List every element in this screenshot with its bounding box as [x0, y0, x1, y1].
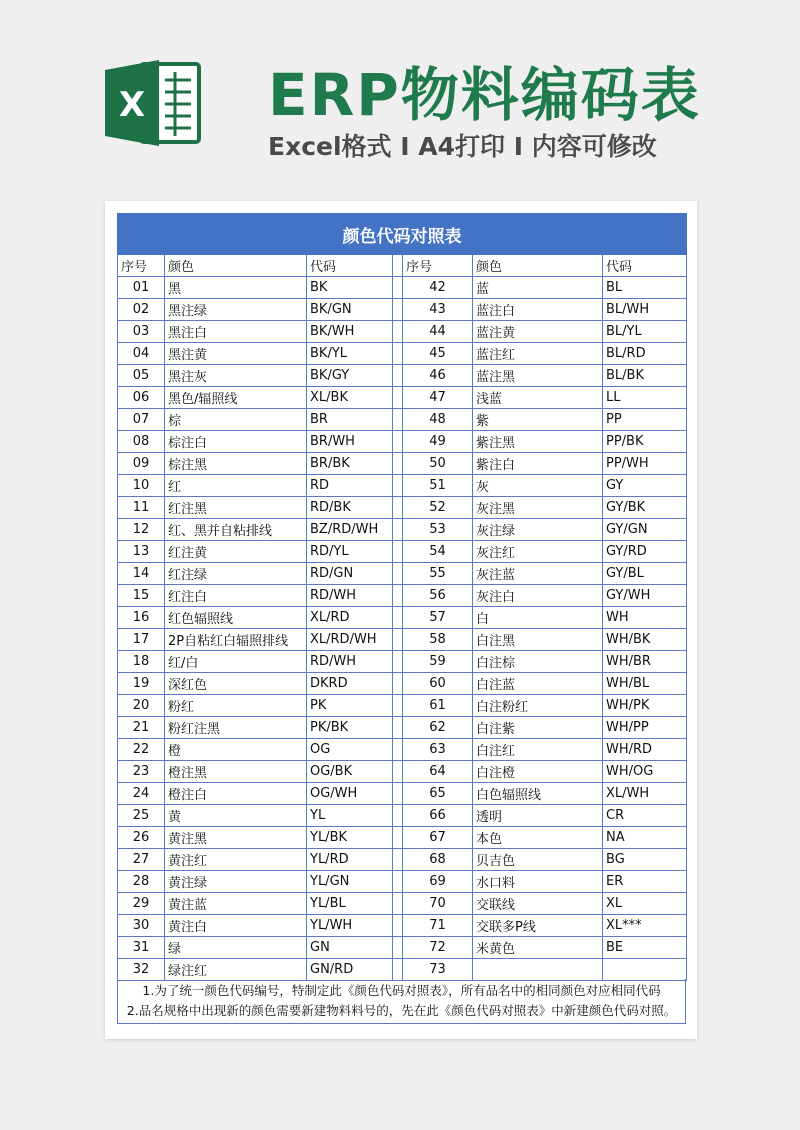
index-cell: 68	[403, 849, 473, 871]
code-cell: WH/BR	[603, 651, 687, 673]
color-cell: 橙注白	[165, 783, 307, 805]
code-cell: BR/WH	[307, 431, 393, 453]
index-cell: 03	[118, 321, 165, 343]
index-cell: 05	[118, 365, 165, 387]
table-row	[118, 805, 687, 827]
color-cell: 透明	[473, 805, 603, 827]
column-separator	[393, 431, 403, 453]
index-cell: 69	[403, 871, 473, 893]
code-cell: BR	[307, 409, 393, 431]
code-cell: RD	[307, 475, 393, 497]
index-cell: 48	[403, 409, 473, 431]
table-row	[118, 365, 687, 387]
index-cell: 59	[403, 651, 473, 673]
table-row	[118, 937, 687, 959]
code-cell: PK/BK	[307, 717, 393, 739]
code-cell: PP/BK	[603, 431, 687, 453]
color-cell: 黄注黑	[165, 827, 307, 849]
index-cell: 18	[118, 651, 165, 673]
code-cell: BK	[307, 277, 393, 299]
color-code-table	[117, 213, 687, 981]
index-cell: 08	[118, 431, 165, 453]
color-cell: 红	[165, 475, 307, 497]
code-cell: LL	[603, 387, 687, 409]
table-row	[118, 387, 687, 409]
color-cell: 交联线	[473, 893, 603, 915]
column-separator	[393, 321, 403, 343]
column-separator	[393, 915, 403, 937]
code-cell: PK	[307, 695, 393, 717]
index-cell: 57	[403, 607, 473, 629]
code-cell: YL/GN	[307, 871, 393, 893]
code-cell: OG/BK	[307, 761, 393, 783]
column-separator	[393, 827, 403, 849]
code-cell: GN	[307, 937, 393, 959]
table-row	[118, 629, 687, 651]
table-row	[118, 563, 687, 585]
column-separator	[393, 739, 403, 761]
table-row	[118, 453, 687, 475]
code-cell: CR	[603, 805, 687, 827]
code-cell: RD/GN	[307, 563, 393, 585]
table-row	[118, 783, 687, 805]
code-cell: XL/BK	[307, 387, 393, 409]
index-cell: 71	[403, 915, 473, 937]
index-cell: 01	[118, 277, 165, 299]
index-cell: 73	[403, 959, 473, 981]
color-cell: 黄注蓝	[165, 893, 307, 915]
code-cell: YL/BL	[307, 893, 393, 915]
color-cell: 灰注黑	[473, 497, 603, 519]
color-cell: 灰注红	[473, 541, 603, 563]
color-cell: 紫	[473, 409, 603, 431]
column-separator	[393, 541, 403, 563]
index-cell: 45	[403, 343, 473, 365]
column-separator	[393, 299, 403, 321]
index-cell: 09	[118, 453, 165, 475]
color-cell: 蓝注黄	[473, 321, 603, 343]
column-header-code-right: 代码	[603, 255, 687, 277]
column-separator	[393, 497, 403, 519]
index-cell: 64	[403, 761, 473, 783]
color-cell: 贝吉色	[473, 849, 603, 871]
column-header-code-left: 代码	[307, 255, 393, 277]
column-separator	[393, 629, 403, 651]
code-cell: GY	[603, 475, 687, 497]
index-cell: 56	[403, 585, 473, 607]
column-separator	[393, 475, 403, 497]
index-cell: 13	[118, 541, 165, 563]
document-sheet	[105, 201, 697, 1039]
index-cell: 15	[118, 585, 165, 607]
table-row	[118, 871, 687, 893]
code-cell: GY/GN	[603, 519, 687, 541]
color-cell: 白	[473, 607, 603, 629]
code-cell: BE	[603, 937, 687, 959]
color-cell: 蓝	[473, 277, 603, 299]
color-cell: 绿	[165, 937, 307, 959]
code-cell: BL/BK	[603, 365, 687, 387]
code-cell: RD/BK	[307, 497, 393, 519]
color-cell: 白注红	[473, 739, 603, 761]
color-cell: 红注黄	[165, 541, 307, 563]
column-separator	[393, 453, 403, 475]
table-row	[118, 497, 687, 519]
color-cell: 棕	[165, 409, 307, 431]
index-cell: 43	[403, 299, 473, 321]
color-cell: 红/白	[165, 651, 307, 673]
color-cell: 白注紫	[473, 717, 603, 739]
column-separator	[393, 761, 403, 783]
column-separator	[393, 519, 403, 541]
color-cell: 灰注蓝	[473, 563, 603, 585]
index-cell: 14	[118, 563, 165, 585]
column-separator	[393, 805, 403, 827]
code-cell: NA	[603, 827, 687, 849]
color-cell: 白注粉红	[473, 695, 603, 717]
table-row	[118, 761, 687, 783]
index-cell: 44	[403, 321, 473, 343]
column-separator	[393, 937, 403, 959]
index-cell: 27	[118, 849, 165, 871]
index-cell: 51	[403, 475, 473, 497]
color-cell: 白注黑	[473, 629, 603, 651]
column-separator	[393, 717, 403, 739]
note-line: 2.品名规格中出现新的颜色需要新建物料料号的，先在此《颜色代码对照表》中新建颜色代码对照。	[126, 1003, 677, 1018]
index-cell: 50	[403, 453, 473, 475]
index-cell: 58	[403, 629, 473, 651]
column-separator	[393, 695, 403, 717]
color-cell: 灰注白	[473, 585, 603, 607]
table-row	[118, 519, 687, 541]
code-cell: BZ/RD/WH	[307, 519, 393, 541]
color-cell: 黑注灰	[165, 365, 307, 387]
column-header-index-right: 序号	[403, 255, 473, 277]
table-notes	[117, 979, 686, 1024]
column-separator	[393, 585, 403, 607]
excel-icon	[103, 58, 203, 148]
code-cell: YL/RD	[307, 849, 393, 871]
index-cell: 21	[118, 717, 165, 739]
color-cell: 白注橙	[473, 761, 603, 783]
column-separator	[393, 959, 403, 981]
code-cell: WH/PK	[603, 695, 687, 717]
table-row	[118, 321, 687, 343]
column-separator	[393, 255, 403, 277]
index-cell: 49	[403, 431, 473, 453]
table-row	[118, 585, 687, 607]
column-separator	[393, 563, 403, 585]
color-cell: 红注白	[165, 585, 307, 607]
code-cell: XL/WH	[603, 783, 687, 805]
code-cell: WH/OG	[603, 761, 687, 783]
code-cell: BK/YL	[307, 343, 393, 365]
page-title: ERP物料编码表	[268, 61, 701, 129]
color-cell: 黄注白	[165, 915, 307, 937]
column-separator	[393, 651, 403, 673]
index-cell: 60	[403, 673, 473, 695]
code-cell: WH/BL	[603, 673, 687, 695]
color-cell: 绿注红	[165, 959, 307, 981]
index-cell: 46	[403, 365, 473, 387]
color-cell: 红注黑	[165, 497, 307, 519]
column-separator	[393, 849, 403, 871]
code-cell: GY/BK	[603, 497, 687, 519]
code-cell: BL	[603, 277, 687, 299]
code-cell: XL	[603, 893, 687, 915]
index-cell: 10	[118, 475, 165, 497]
column-header-index-left: 序号	[118, 255, 165, 277]
table-row	[118, 409, 687, 431]
code-cell: ER	[603, 871, 687, 893]
color-cell: 灰	[473, 475, 603, 497]
color-cell: 黑注黄	[165, 343, 307, 365]
color-cell: 黑	[165, 277, 307, 299]
index-cell: 72	[403, 937, 473, 959]
index-cell: 52	[403, 497, 473, 519]
code-cell: WH/BK	[603, 629, 687, 651]
code-cell: BK/GN	[307, 299, 393, 321]
table-row	[118, 893, 687, 915]
color-cell: 蓝注白	[473, 299, 603, 321]
code-cell: GN/RD	[307, 959, 393, 981]
code-cell: BG	[603, 849, 687, 871]
index-cell: 42	[403, 277, 473, 299]
column-header-color-left: 颜色	[165, 255, 307, 277]
color-cell: 橙注黑	[165, 761, 307, 783]
index-cell: 22	[118, 739, 165, 761]
index-cell: 53	[403, 519, 473, 541]
table-row	[118, 431, 687, 453]
code-cell: XL***	[603, 915, 687, 937]
code-cell: RD/WH	[307, 585, 393, 607]
column-separator	[393, 409, 403, 431]
index-cell: 28	[118, 871, 165, 893]
column-header-color-right: 颜色	[473, 255, 603, 277]
index-cell: 63	[403, 739, 473, 761]
index-cell: 07	[118, 409, 165, 431]
column-separator	[393, 277, 403, 299]
table-row	[118, 475, 687, 497]
color-cell: 米黄色	[473, 937, 603, 959]
index-cell: 67	[403, 827, 473, 849]
code-cell: YL	[307, 805, 393, 827]
color-cell: 黄注绿	[165, 871, 307, 893]
color-cell: 棕注黑	[165, 453, 307, 475]
code-cell: GY/WH	[603, 585, 687, 607]
index-cell: 32	[118, 959, 165, 981]
index-cell: 31	[118, 937, 165, 959]
color-cell: 黑色/辐照线	[165, 387, 307, 409]
table-title: 颜色代码对照表	[118, 214, 687, 255]
code-cell	[603, 959, 687, 981]
index-cell: 30	[118, 915, 165, 937]
index-cell: 12	[118, 519, 165, 541]
table-row	[118, 673, 687, 695]
svg-text:X: X	[118, 85, 146, 125]
table-row	[118, 959, 687, 981]
column-separator	[393, 343, 403, 365]
table-row	[118, 739, 687, 761]
column-separator	[393, 893, 403, 915]
column-separator	[393, 783, 403, 805]
page-header	[0, 0, 800, 200]
color-cell: 红色辐照线	[165, 607, 307, 629]
code-cell: XL/RD/WH	[307, 629, 393, 651]
index-cell: 54	[403, 541, 473, 563]
color-cell: 本色	[473, 827, 603, 849]
index-cell: 26	[118, 827, 165, 849]
index-cell: 70	[403, 893, 473, 915]
table-row	[118, 849, 687, 871]
color-cell: 红、黑并自粘排线	[165, 519, 307, 541]
index-cell: 06	[118, 387, 165, 409]
index-cell: 17	[118, 629, 165, 651]
index-cell: 16	[118, 607, 165, 629]
index-cell: 55	[403, 563, 473, 585]
code-cell: BK/WH	[307, 321, 393, 343]
table-row	[118, 695, 687, 717]
color-cell: 黑注绿	[165, 299, 307, 321]
code-cell: BL/YL	[603, 321, 687, 343]
index-cell: 47	[403, 387, 473, 409]
index-cell: 66	[403, 805, 473, 827]
code-cell: OG/WH	[307, 783, 393, 805]
index-cell: 19	[118, 673, 165, 695]
color-cell: 交联多P线	[473, 915, 603, 937]
code-cell: BK/GY	[307, 365, 393, 387]
color-cell: 粉红	[165, 695, 307, 717]
table-row	[118, 277, 687, 299]
color-cell: 白注棕	[473, 651, 603, 673]
code-cell: OG	[307, 739, 393, 761]
code-cell: RD/WH	[307, 651, 393, 673]
index-cell: 61	[403, 695, 473, 717]
color-cell: 黑注白	[165, 321, 307, 343]
index-cell: 65	[403, 783, 473, 805]
code-cell: RD/YL	[307, 541, 393, 563]
code-cell: DKRD	[307, 673, 393, 695]
table-row	[118, 299, 687, 321]
code-cell: PP/WH	[603, 453, 687, 475]
table-row	[118, 343, 687, 365]
color-cell: 红注绿	[165, 563, 307, 585]
color-cell: 深红色	[165, 673, 307, 695]
table-header-row	[118, 255, 687, 277]
color-cell: 紫注黑	[473, 431, 603, 453]
code-cell: BL/WH	[603, 299, 687, 321]
color-cell: 白色辐照线	[473, 783, 603, 805]
code-cell: XL/RD	[307, 607, 393, 629]
table-row	[118, 915, 687, 937]
code-cell: WH/RD	[603, 739, 687, 761]
index-cell: 23	[118, 761, 165, 783]
code-cell: YL/WH	[307, 915, 393, 937]
table-row	[118, 607, 687, 629]
color-cell: 蓝注黑	[473, 365, 603, 387]
index-cell: 29	[118, 893, 165, 915]
code-cell: WH/PP	[603, 717, 687, 739]
column-separator	[393, 871, 403, 893]
color-cell: 黄注红	[165, 849, 307, 871]
column-separator	[393, 387, 403, 409]
color-cell: 橙	[165, 739, 307, 761]
table-title-row	[118, 214, 687, 255]
code-cell: YL/BK	[307, 827, 393, 849]
index-cell: 11	[118, 497, 165, 519]
column-separator	[393, 673, 403, 695]
page-subtitle: Excel格式 I A4打印 I 内容可修改	[268, 132, 657, 161]
column-separator	[393, 607, 403, 629]
color-cell: 棕注白	[165, 431, 307, 453]
table-row	[118, 541, 687, 563]
code-cell: WH	[603, 607, 687, 629]
color-cell: 紫注白	[473, 453, 603, 475]
color-cell: 粉红注黑	[165, 717, 307, 739]
column-separator	[393, 365, 403, 387]
color-cell: 浅蓝	[473, 387, 603, 409]
table-row	[118, 717, 687, 739]
color-cell: 蓝注红	[473, 343, 603, 365]
code-cell: BR/BK	[307, 453, 393, 475]
code-cell: GY/BL	[603, 563, 687, 585]
table-row	[118, 827, 687, 849]
index-cell: 24	[118, 783, 165, 805]
color-cell: 水口料	[473, 871, 603, 893]
table-row	[118, 651, 687, 673]
index-cell: 02	[118, 299, 165, 321]
index-cell: 20	[118, 695, 165, 717]
code-cell: GY/RD	[603, 541, 687, 563]
index-cell: 25	[118, 805, 165, 827]
color-cell: 白注蓝	[473, 673, 603, 695]
index-cell: 04	[118, 343, 165, 365]
code-cell: BL/RD	[603, 343, 687, 365]
color-cell: 灰注绿	[473, 519, 603, 541]
code-cell: PP	[603, 409, 687, 431]
note-line: 1.为了统一颜色代码编号，特制定此《颜色代码对照表》，所有品名中的相同颜色对应相同代码	[142, 983, 661, 998]
index-cell: 62	[403, 717, 473, 739]
color-cell	[473, 959, 603, 981]
color-cell: 2P自粘红白辐照排线	[165, 629, 307, 651]
color-cell: 黄	[165, 805, 307, 827]
